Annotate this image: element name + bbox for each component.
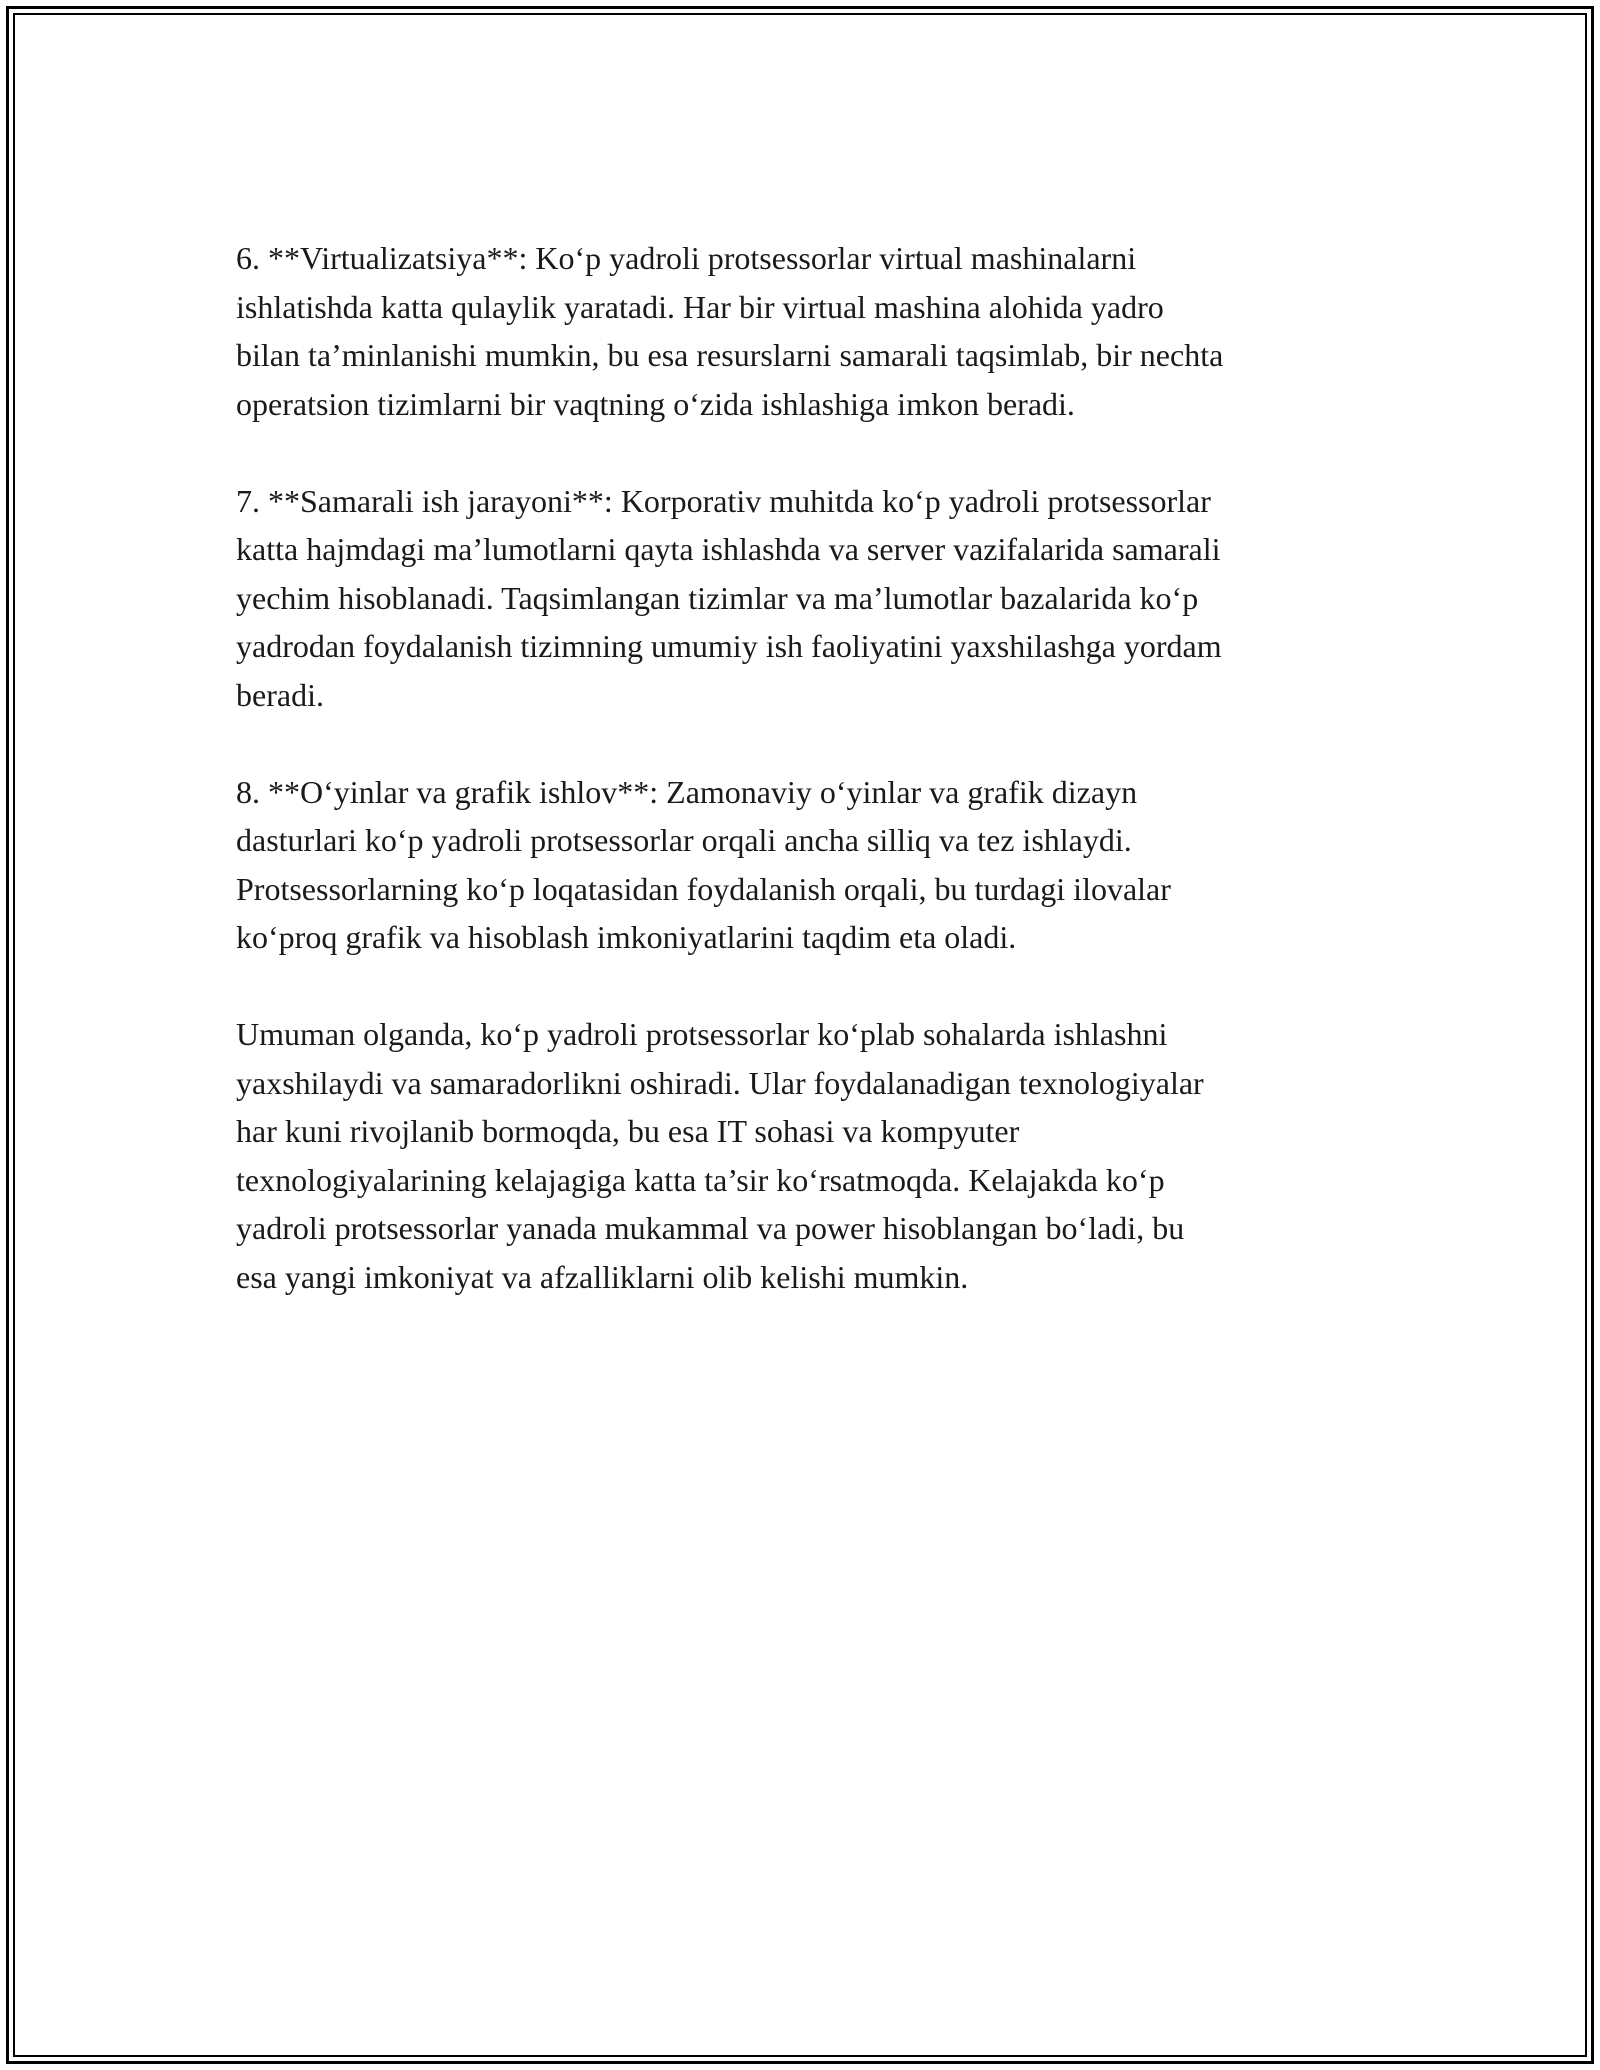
- document-body: [236, 234, 1396, 1350]
- paragraph-games-graphics: [236, 768, 1396, 962]
- text-line: yadrodan foydalanish tizimning umumiy ish faoliyatini yaxshilashga yordam: [236, 628, 1222, 664]
- text-line: texnologiyalarining kelajagiga katta ta’sir ko‘rsatmoqda. Kelajakda ko‘p: [236, 1161, 1165, 1198]
- text-line: ko‘proq grafik va hisoblash imkoniyatlarini taqdim eta oladi.: [236, 919, 1017, 955]
- text-line: Protsessorlarning ko‘p loqatasidan foydalanish orqali, bu turdagi ilovalar: [236, 870, 1171, 907]
- text-line: har kuni rivojlanib bormoqda, bu esa IT sohasi va kompyuter: [236, 1113, 1020, 1149]
- paragraph-virtualization: [236, 234, 1396, 428]
- text-line: bilan ta’minlanishi mumkin, bu esa resurslarni samarali taqsimlab, bir nechta: [236, 337, 1224, 373]
- text-line: yadroli protsessorlar yanada mukammal va power hisoblangan bo‘ladi, bu: [236, 1210, 1185, 1246]
- text-line: 7. **Samarali ish jarayoni**: Korporativ muhitda ko‘p yadroli protsessorlar: [236, 482, 1211, 519]
- text-line: Umuman olganda, ko‘p yadroli protsessorlar ko‘plab sohalarda ishlashni: [236, 1016, 1168, 1052]
- text-line: 8. **O‘yinlar va grafik ishlov**: Zamonaviy o‘yinlar va grafik dizayn: [236, 773, 1138, 810]
- text-line: yaxshilaydi va samaradorlikni oshiradi. Ular foydalanadigan texnologiyalar: [236, 1064, 1204, 1101]
- text-line: yechim hisoblanadi. Taqsimlangan tizimlar va ma’lumotlar bazalarida ko‘p: [236, 579, 1199, 616]
- text-line: dasturlari ko‘p yadroli protsessorlar orqali ancha silliq va tez ishlaydi.: [236, 822, 1132, 858]
- text-line: esa yangi imkoniyat va afzalliklarni olib kelishi mumkin.: [236, 1258, 969, 1295]
- text-line: operatsion tizimlarni bir vaqtning o‘zida ishlashiga imkon beradi.: [236, 385, 1075, 422]
- text-line: ishlatishda katta qulaylik yaratadi. Har bir virtual mashina alohida yadro: [236, 288, 1164, 325]
- paragraph-efficient-workflow: [236, 477, 1396, 720]
- text-line: katta hajmdagi ma’lumotlarni qayta ishlashda va server vazifalarida samarali: [236, 531, 1221, 567]
- text-line: 6. **Virtualizatsiya**: Ko‘p yadroli protsessorlar virtual mashinalarni: [236, 240, 1137, 276]
- text-line: beradi.: [236, 676, 324, 713]
- paragraph-conclusion: [236, 1010, 1396, 1301]
